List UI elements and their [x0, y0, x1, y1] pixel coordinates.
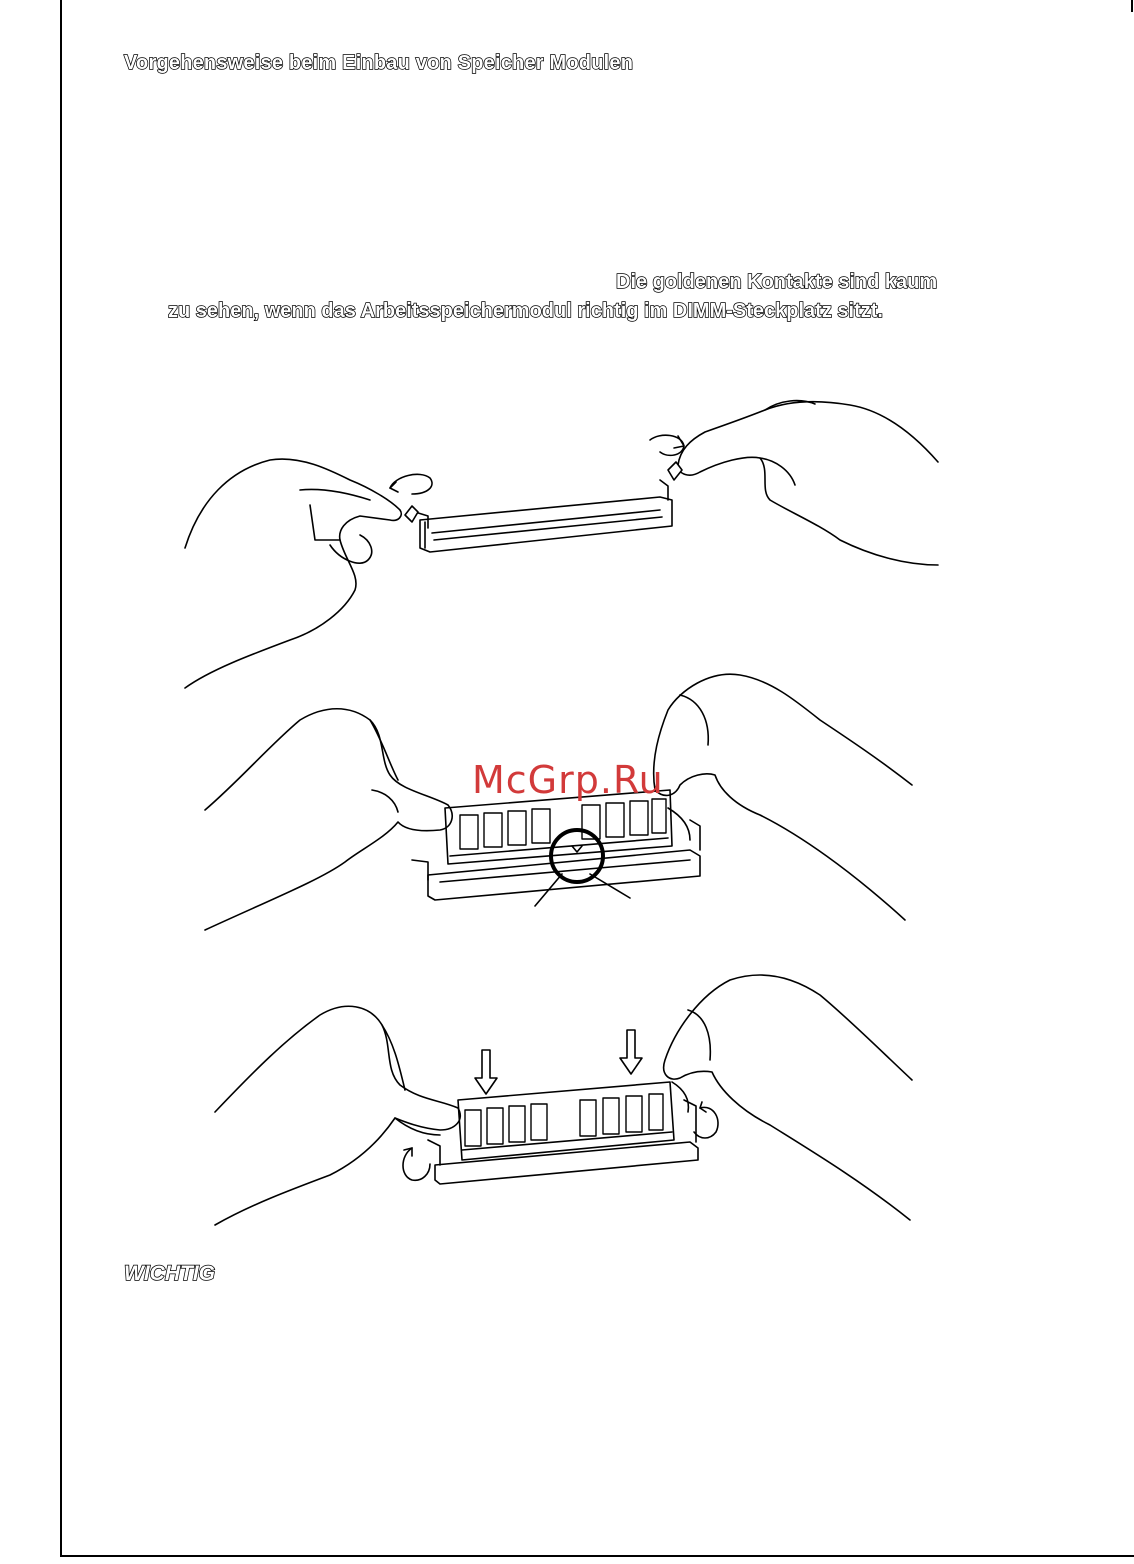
important-label: WICHTIG — [124, 1262, 215, 1285]
left-hand-1 — [185, 459, 401, 688]
left-hand-3 — [215, 1006, 460, 1225]
step2-align-notch-icon — [205, 674, 912, 930]
press-arrow-left — [475, 1050, 497, 1094]
clip-arrow-left — [403, 1148, 430, 1180]
step3-press-module-icon — [215, 975, 912, 1225]
paragraph-line-1: Die goldenen Kontakte sind kaum — [616, 271, 938, 293]
watermark: McGrp.Ru — [472, 758, 664, 802]
step1-open-clips-icon — [185, 401, 938, 688]
left-hand-2 — [205, 709, 452, 930]
right-hand-3 — [664, 975, 912, 1220]
right-hand-2 — [654, 674, 912, 920]
press-arrow-right — [620, 1030, 642, 1074]
section-heading: Vorgehensweise beim Einbau von Speicher Modulen — [124, 52, 634, 74]
right-hand-1 — [678, 402, 938, 565]
chips-right-2 — [582, 799, 666, 839]
dimm-slot-1 — [420, 497, 672, 552]
paragraph-line-2: zu sehen, wenn das Arbeitsspeichermodul richtig im DIMM-Steckplatz sitzt. — [168, 300, 883, 322]
